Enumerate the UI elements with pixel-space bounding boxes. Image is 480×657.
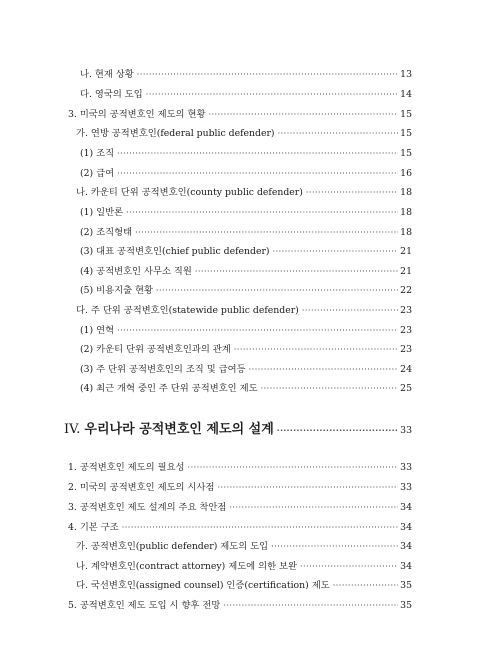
toc-leader-dots — [300, 561, 398, 573]
toc-entry-label: (3) 대표 공적변호인(chief public defender) — [80, 246, 270, 257]
toc-entry[interactable] — [68, 600, 412, 612]
toc-entry-page: 33 — [400, 462, 412, 473]
toc-entry-label: (1) 일반론 — [80, 207, 124, 218]
toc-entry-label: 다. 국선변호인(assigned counsel) 인증(certification) 제도 — [76, 580, 330, 591]
toc-entry-page: 18 — [400, 187, 412, 198]
toc-entry-label: 가. 공적변호인(public defender) 제도의 도입 — [76, 541, 269, 552]
toc-entry-page: 23 — [400, 344, 412, 355]
toc-entry-label: (3) 주 단위 공적변호인의 조직 및 급여등 — [80, 364, 246, 375]
toc-entry-label: (1) 연혁 — [80, 325, 115, 336]
toc-leader-dots — [195, 266, 398, 278]
toc-entry-page: 35 — [400, 600, 412, 611]
toc-entry-label: 3. 미국의 공적변호인 제도의 현황 — [68, 109, 206, 120]
chapter-title: 우리나라 공적변호인 제도의 설계 — [84, 422, 274, 437]
toc-entry-page: 25 — [400, 383, 412, 394]
toc-leader-dots — [278, 128, 398, 140]
toc-entry-page: 35 — [400, 580, 412, 591]
toc-leader-dots — [306, 187, 398, 199]
toc-entry-page: 34 — [400, 561, 412, 572]
toc-entry-label: (5) 비용지출 현황 — [80, 285, 153, 296]
toc-leader-dots — [137, 69, 398, 81]
toc-leader-dots — [117, 148, 398, 160]
toc-leader-dots — [188, 462, 398, 474]
toc-entry[interactable] — [80, 364, 412, 376]
toc-leader-dots — [135, 227, 398, 239]
toc-entry-label: (2) 조직형태 — [80, 227, 133, 238]
toc-entry-page: 13 — [400, 69, 412, 80]
toc-entry-label: (2) 급여 — [80, 168, 115, 179]
toc-entry-page: 18 — [400, 227, 412, 238]
toc-entry[interactable] — [68, 502, 412, 514]
toc-entry[interactable] — [76, 187, 412, 199]
toc-entry-page: 21 — [400, 246, 412, 257]
toc-leader-dots — [217, 482, 398, 494]
toc-entry-page: 33 — [400, 482, 412, 493]
toc-leader-dots — [117, 168, 398, 180]
toc-leader-dots — [333, 580, 398, 592]
toc-leader-dots — [273, 246, 398, 258]
toc-leader-dots — [208, 109, 398, 121]
toc-entry-page: 34 — [400, 502, 412, 513]
toc-leader-dots — [229, 502, 398, 514]
toc-entry[interactable] — [76, 541, 412, 553]
toc-leader-dots — [302, 305, 398, 317]
toc-entry[interactable] — [80, 325, 412, 337]
toc-entry[interactable] — [68, 109, 412, 121]
toc-entry[interactable] — [80, 207, 412, 219]
toc-entry-label: 나. 현재 상황 — [80, 69, 134, 80]
toc-entry[interactable] — [76, 561, 412, 573]
toc-entry-page: 22 — [400, 285, 412, 296]
toc-entry-label: (4) 공적변호인 사무소 직원 — [80, 266, 192, 277]
toc-entry-label: 1. 공적변호인 제도의 필요성 — [68, 462, 185, 473]
toc-entry-page: 34 — [400, 541, 412, 552]
toc-entry[interactable] — [80, 89, 412, 101]
toc-chapter-heading[interactable] — [64, 422, 412, 439]
toc-leader-dots — [122, 522, 398, 534]
toc-entry-page: 23 — [400, 305, 412, 316]
toc-entry-label: 가. 연방 공적변호인(federal public defender) — [76, 128, 275, 139]
chapter-page: 33 — [400, 425, 412, 436]
toc-leader-dots — [271, 541, 398, 553]
toc-entry-label: 나. 카운티 단위 공적변호인(county public defender) — [76, 187, 303, 198]
toc-entry-page: 14 — [400, 89, 412, 100]
toc-entry[interactable] — [80, 266, 412, 278]
toc-entry-label: 다. 주 단위 공적변호인(statewide public defender) — [76, 305, 299, 316]
toc-entry[interactable] — [80, 148, 412, 160]
toc-entry[interactable] — [76, 305, 412, 317]
toc-entry-page: 23 — [400, 325, 412, 336]
toc-entry-page: 34 — [400, 522, 412, 533]
toc-entry-page: 18 — [400, 207, 412, 218]
toc-leader-dots — [223, 600, 398, 612]
toc-leader-dots — [234, 344, 398, 356]
toc-entry-label: 2. 미국의 공적변호인 제도의 시사점 — [68, 482, 215, 493]
toc-entry[interactable] — [80, 246, 412, 258]
toc-entry-label: 다. 영국의 도입 — [80, 89, 143, 100]
toc-entry[interactable] — [76, 580, 412, 592]
toc-entry-label: 4. 기본 구조 — [68, 522, 119, 533]
toc-entry-page: 15 — [400, 148, 412, 159]
toc-leader-dots — [117, 325, 398, 337]
toc-entry[interactable] — [68, 462, 412, 474]
toc-leader-dots — [277, 422, 398, 438]
toc-entry[interactable] — [80, 383, 412, 395]
toc-entry-page: 24 — [400, 364, 412, 375]
toc-leader-dots — [156, 285, 398, 297]
toc-entry-page: 16 — [400, 168, 412, 179]
toc-entry-label: 3. 공적변호인 제도 설계의 주요 착안점 — [68, 502, 227, 513]
toc-entry-label: (1) 조직 — [80, 148, 115, 159]
toc-leader-dots — [126, 207, 398, 219]
toc-entry[interactable] — [76, 128, 412, 140]
toc-entry[interactable] — [68, 522, 412, 534]
toc-entry-label: (2) 카운티 단위 공적변호인과의 관계 — [80, 344, 231, 355]
toc-leader-dots — [249, 364, 398, 376]
toc-entry-page: 15 — [400, 109, 412, 120]
toc-entry-page: 21 — [400, 266, 412, 277]
toc-entry[interactable] — [68, 482, 412, 494]
chapter-numeral: IV. — [64, 422, 81, 437]
toc-entry-page: 15 — [400, 128, 412, 139]
toc-entry[interactable] — [80, 168, 412, 180]
toc-leader-dots — [261, 383, 398, 395]
toc-entry-label: 5. 공적변호인 제도 도입 시 향후 전망 — [68, 600, 221, 611]
toc-entry[interactable] — [80, 344, 412, 356]
toc-entry[interactable] — [80, 227, 412, 239]
toc-entry[interactable] — [80, 285, 412, 297]
toc-entry[interactable] — [80, 69, 412, 81]
toc-leader-dots — [146, 89, 398, 101]
toc-entry-label: 나. 계약변호인(contract attorney) 제도에 의한 보완 — [76, 561, 297, 572]
toc-entry-label: (4) 최근 개혁 중인 주 단위 공적변호인 제도 — [80, 383, 258, 394]
